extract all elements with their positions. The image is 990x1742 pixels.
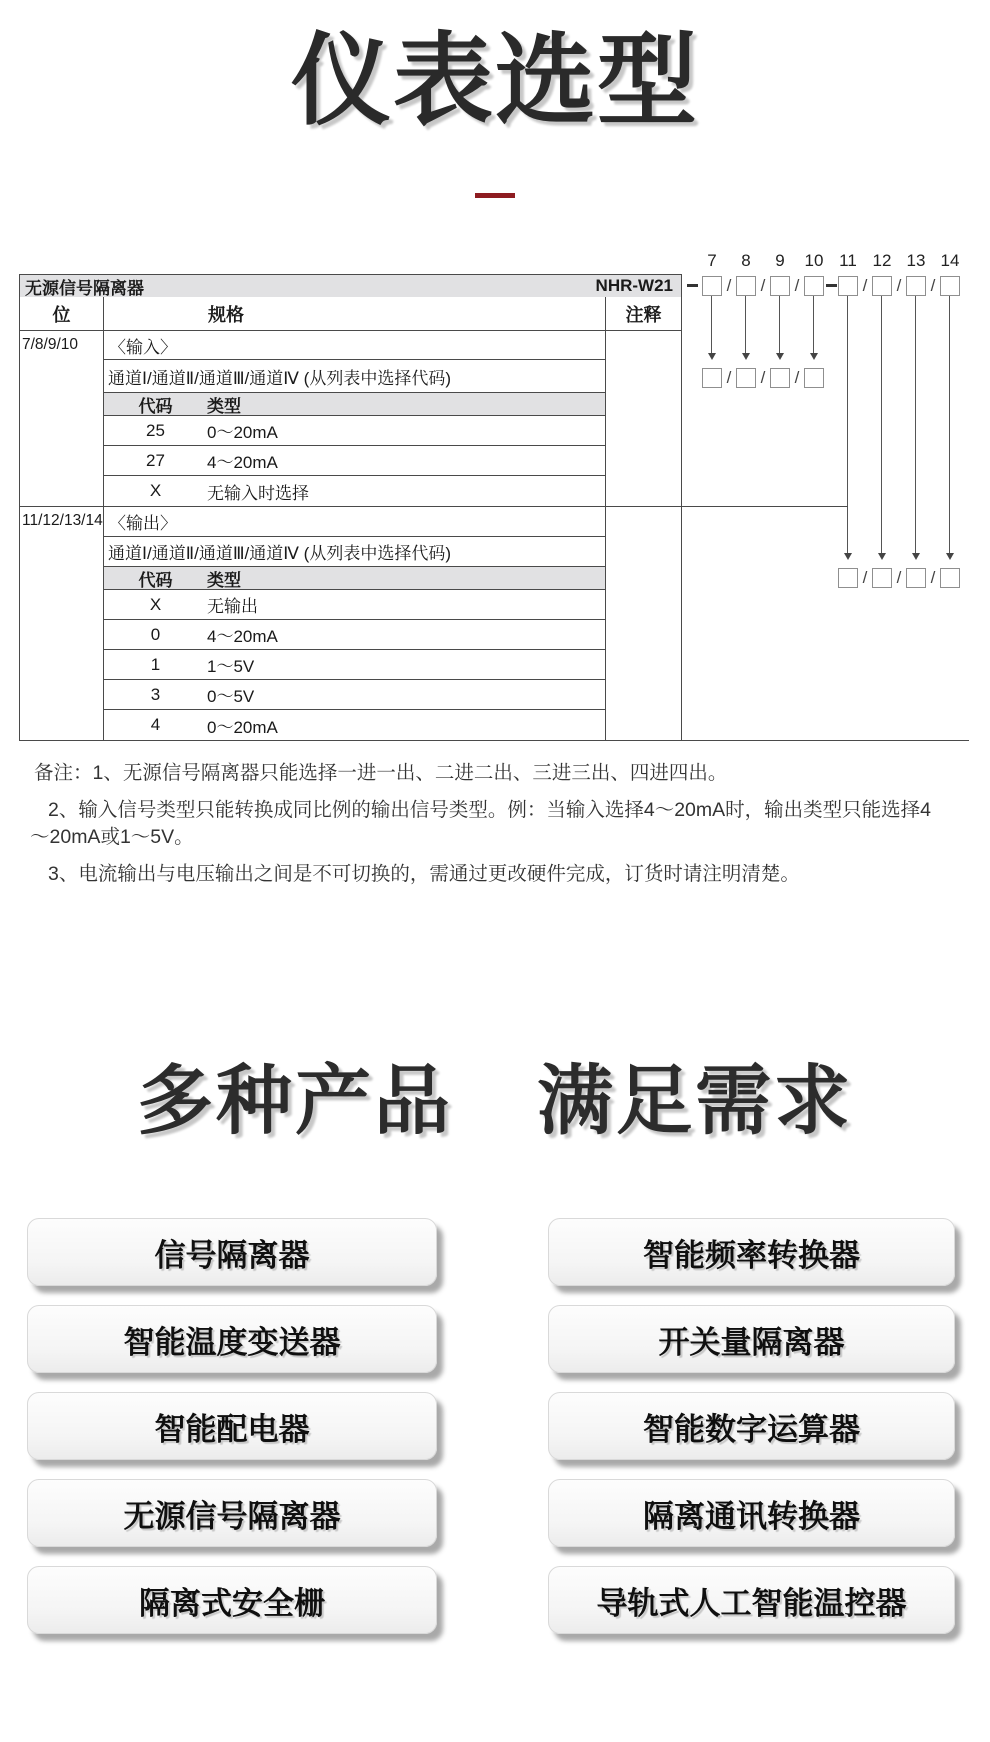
code-dash xyxy=(687,284,698,287)
table-row xyxy=(104,620,605,650)
code-box xyxy=(804,368,824,388)
product-button-isolated-safety-barrier[interactable]: 隔离式安全栅 xyxy=(27,1566,437,1634)
arrow-down-icon xyxy=(810,353,818,360)
section-connector-line xyxy=(681,506,848,507)
spec-body xyxy=(104,507,606,740)
arrow-line xyxy=(949,296,950,553)
table-row xyxy=(104,710,605,740)
digit-label: 8 xyxy=(741,251,751,270)
code-value: 25 xyxy=(146,420,165,440)
table-bottom-extension-line xyxy=(681,740,969,741)
arrow-down-icon xyxy=(946,553,954,560)
product-column-left xyxy=(27,1218,437,1634)
col-header-note: 注释 xyxy=(625,304,662,325)
arrow-down-icon xyxy=(912,553,920,560)
spec-body xyxy=(104,331,606,506)
code-value: 27 xyxy=(146,450,165,470)
code-value: X xyxy=(149,481,162,500)
model-selection-table xyxy=(19,274,682,741)
code-value: 4 xyxy=(150,715,161,734)
code-header: 代码 xyxy=(138,396,173,416)
code-box xyxy=(872,276,892,296)
code-box xyxy=(906,276,926,296)
type-value: 0～5V xyxy=(207,687,255,706)
note-line: 2、输入信号类型只能转换成同比例的输出信号类型。例：当输入选择4～20mA时，输出类型只能选择4～20mA或1～5V。 xyxy=(30,798,931,848)
type-value: 无输出 xyxy=(207,597,258,616)
digit-label: 11 xyxy=(839,251,857,270)
product-button-smart-frequency-converter[interactable]: 智能频率转换器 xyxy=(548,1218,955,1286)
table-row xyxy=(104,650,605,680)
code-slash: / xyxy=(794,368,800,387)
digit-label: 14 xyxy=(940,251,960,270)
table-row xyxy=(104,476,605,506)
arrow-down-icon xyxy=(742,353,750,360)
product-button-signal-isolator[interactable]: 信号隔离器 xyxy=(27,1218,437,1286)
digit-label: 10 xyxy=(804,251,824,270)
table-section-input xyxy=(20,331,681,506)
code-box xyxy=(906,568,926,588)
code-box xyxy=(770,276,790,296)
type-value: 0～20mA xyxy=(207,717,278,737)
type-value: 4～20mA xyxy=(207,453,278,472)
note-cell xyxy=(606,331,681,506)
type-header: 类型 xyxy=(207,396,241,416)
code-slash: / xyxy=(896,568,902,587)
arrow-line xyxy=(881,296,882,553)
table-row xyxy=(104,416,605,446)
product-column-right xyxy=(548,1218,955,1634)
group-label: 〈输入〉 xyxy=(104,331,605,360)
code-dash xyxy=(826,284,837,287)
code-slash: / xyxy=(862,568,868,587)
code-box xyxy=(736,276,756,296)
table-row xyxy=(104,590,605,620)
channels-label: 通道Ⅰ/通道Ⅱ/通道Ⅲ/通道Ⅳ (从列表中选择代码) xyxy=(104,360,605,393)
note-cell xyxy=(606,507,681,740)
code-slash: / xyxy=(862,276,868,295)
arrow-line xyxy=(779,296,780,353)
arrow-line xyxy=(847,296,848,553)
code-slash: / xyxy=(760,368,766,387)
code-box xyxy=(736,368,756,388)
product-button-passive-signal-isolator[interactable]: 无源信号隔离器 xyxy=(27,1479,437,1547)
product-button-smart-digital-calculator[interactable]: 智能数字运算器 xyxy=(548,1392,955,1460)
type-value: 无输入时选择 xyxy=(207,483,309,503)
type-header: 类型 xyxy=(207,570,241,590)
code-box xyxy=(940,276,960,296)
code-box xyxy=(702,368,722,388)
product-button-switch-isolator[interactable]: 开关量隔离器 xyxy=(548,1305,955,1373)
digit-label: 9 xyxy=(775,251,785,270)
code-box xyxy=(940,568,960,588)
table-header-bar xyxy=(20,275,681,297)
note-line: 3、电流输出与电压输出之间是不可切换的，需通过更改硬件完成，订货时请注明清楚。 xyxy=(48,862,800,885)
arrow-down-icon xyxy=(776,353,784,360)
product-button-isolated-comm-converter[interactable]: 隔离通讯转换器 xyxy=(548,1479,955,1547)
arrow-line xyxy=(813,296,814,353)
col-header-spec: 规格 xyxy=(104,297,606,330)
code-slash: / xyxy=(794,276,800,295)
channels-label: 通道Ⅰ/通道Ⅱ/通道Ⅲ/通道Ⅳ (从列表中选择代码) xyxy=(104,537,605,567)
code-box xyxy=(770,368,790,388)
page-title: 仪表选型 xyxy=(291,25,699,137)
col-header-position: 位 xyxy=(20,297,104,330)
code-value: 1 xyxy=(150,654,161,674)
model-number: NHR-W21 xyxy=(595,276,673,295)
type-value: 0～20mA xyxy=(207,423,278,442)
arrow-down-icon xyxy=(708,353,716,360)
code-slash: / xyxy=(726,276,732,295)
code-box xyxy=(702,276,722,296)
digit-label: 7 xyxy=(707,251,717,270)
code-slash: / xyxy=(930,276,936,295)
headline-left: 多种产品 xyxy=(137,1059,453,1144)
position-digits: 11/12/13/14 xyxy=(20,507,104,740)
group-label: 〈输出〉 xyxy=(104,507,605,537)
headline-right: 满足需求 xyxy=(537,1059,853,1144)
code-slash: / xyxy=(726,368,732,387)
arrow-line xyxy=(711,296,712,353)
table-column-headers xyxy=(20,297,681,331)
arrow-down-icon xyxy=(844,553,852,560)
table-row xyxy=(104,446,605,476)
product-button-smart-temperature-transmitter[interactable]: 智能温度变送器 xyxy=(27,1305,437,1373)
code-value: 0 xyxy=(150,624,161,644)
products-headline xyxy=(0,1040,990,1149)
notes xyxy=(30,760,936,897)
code-box xyxy=(804,276,824,296)
type-value: 4～20mA xyxy=(207,627,278,646)
note-line: 备注：1、无源信号隔离器只能选择一进一出、二进二出、三进三出、四进四出。 xyxy=(34,762,728,784)
position-digits: 7/8/9/10 xyxy=(20,331,104,506)
code-slash: / xyxy=(930,568,936,587)
table-row xyxy=(104,680,605,710)
arrow-down-icon xyxy=(878,553,886,560)
code-header: 代码 xyxy=(138,570,173,590)
table-section-output xyxy=(20,506,681,740)
code-box xyxy=(872,568,892,588)
code-box xyxy=(838,568,858,588)
code-slash: / xyxy=(760,276,766,295)
code-type-header xyxy=(104,393,605,416)
product-button-smart-distributor[interactable]: 智能配电器 xyxy=(27,1392,437,1460)
digit-label: 13 xyxy=(906,251,926,270)
type-value: 1～5V xyxy=(207,657,255,676)
arrow-line xyxy=(745,296,746,353)
code-slash: / xyxy=(896,276,902,295)
product-button-rail-ai-temperature-controller[interactable]: 导轨式人工智能温控器 xyxy=(548,1566,955,1634)
product-name: 无源信号隔离器 xyxy=(25,278,144,298)
digit-label: 12 xyxy=(872,251,892,270)
code-value: X xyxy=(149,594,162,614)
title-accent-dash xyxy=(475,193,515,198)
arrow-line xyxy=(915,296,916,553)
code-value: 3 xyxy=(150,684,161,704)
code-type-header xyxy=(104,567,605,590)
code-box xyxy=(838,276,858,296)
